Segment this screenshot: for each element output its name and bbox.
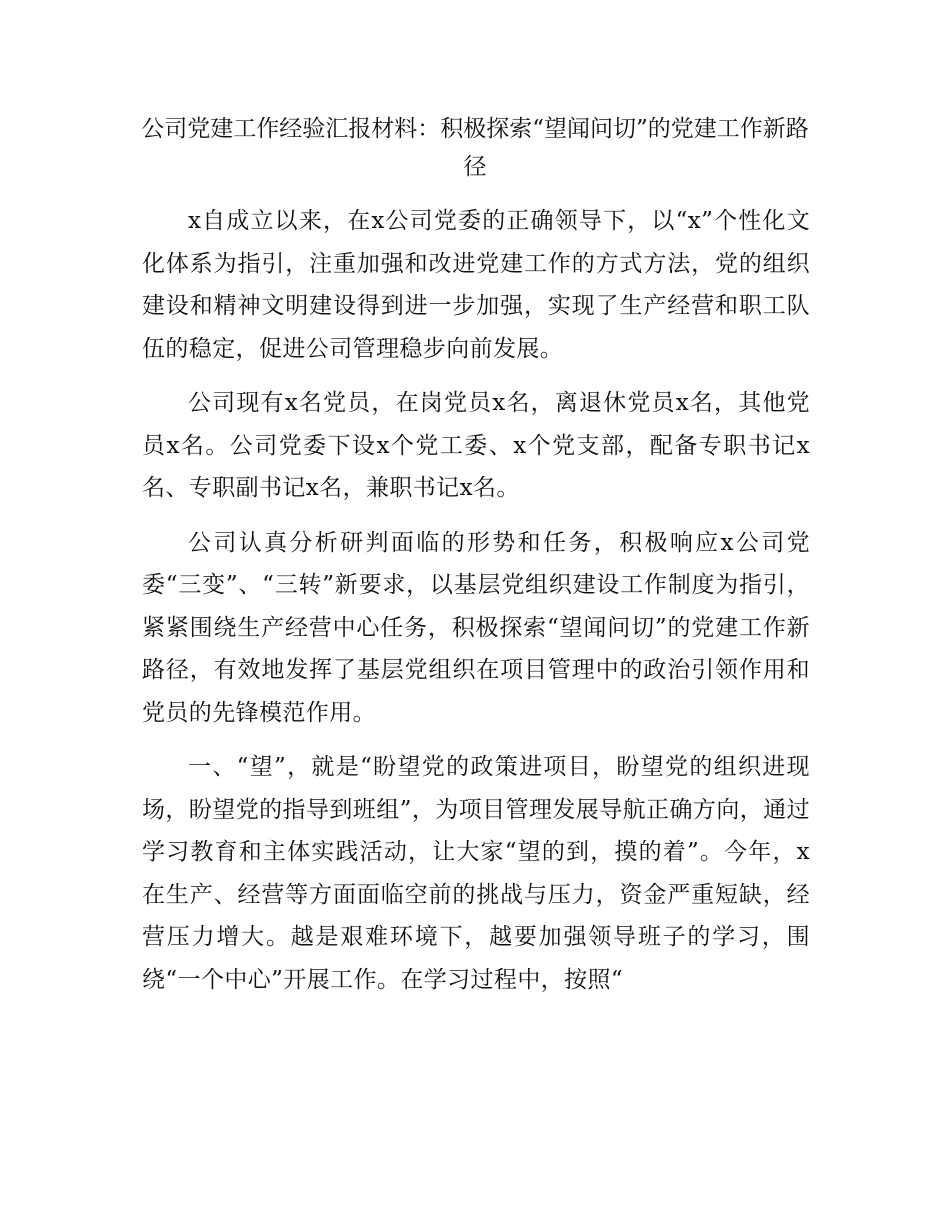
paragraph-intro: x自成立以来，在x公司党委的正确领导下，以“x”个性化文化体系为指引，注重加强和改进党建工作的方式方法，党的组织建设和精神文明建设得到进一步加强，实现了生产经营和职工队伍的稳定，促进公司管理稳步向前发展。 bbox=[142, 208, 810, 362]
paragraph-membership: 公司现有x名党员，在岗党员x名，离退休党员x名，其他党员x名。公司党委下设x个党工委、x个党支部，配备专职书记x名、专职副书记x名，兼职书记x名。 bbox=[142, 390, 810, 501]
document-body bbox=[142, 200, 810, 1013]
document-title: 公司党建工作经验汇报材料：积极探索“望闻问切”的党建工作新路径 bbox=[141, 116, 809, 180]
paragraph-approach: 公司认真分析研判面临的形势和任务，积极响应x公司党委“三变”、“三转”新要求，以基层党组织建设工作制度为指引，紧紧围绕生产经营中心任务，积极探索“望闻问切”的党建工作新路径，有效地发挥了基层党组织在项目管理中的政治引领作用和党员的先锋模范作用。 bbox=[142, 529, 810, 726]
paragraph-section-one: 一、“望”，就是“盼望党的政策进项目，盼望党的组织进现场，盼望党的指导到班组”，为项目管理发展导航正确方向，通过学习教育和主体实践活动，让大家“望的到，摸的着”。今年，x在生产、经营等方面面临空前的挑战与压力，资金严重短缺，经营压力增大。越是艰难环境下，越要加强领导班子的学习，围绕“一个中心”开展工作。在学习过程中，按照“ bbox=[142, 754, 810, 993]
